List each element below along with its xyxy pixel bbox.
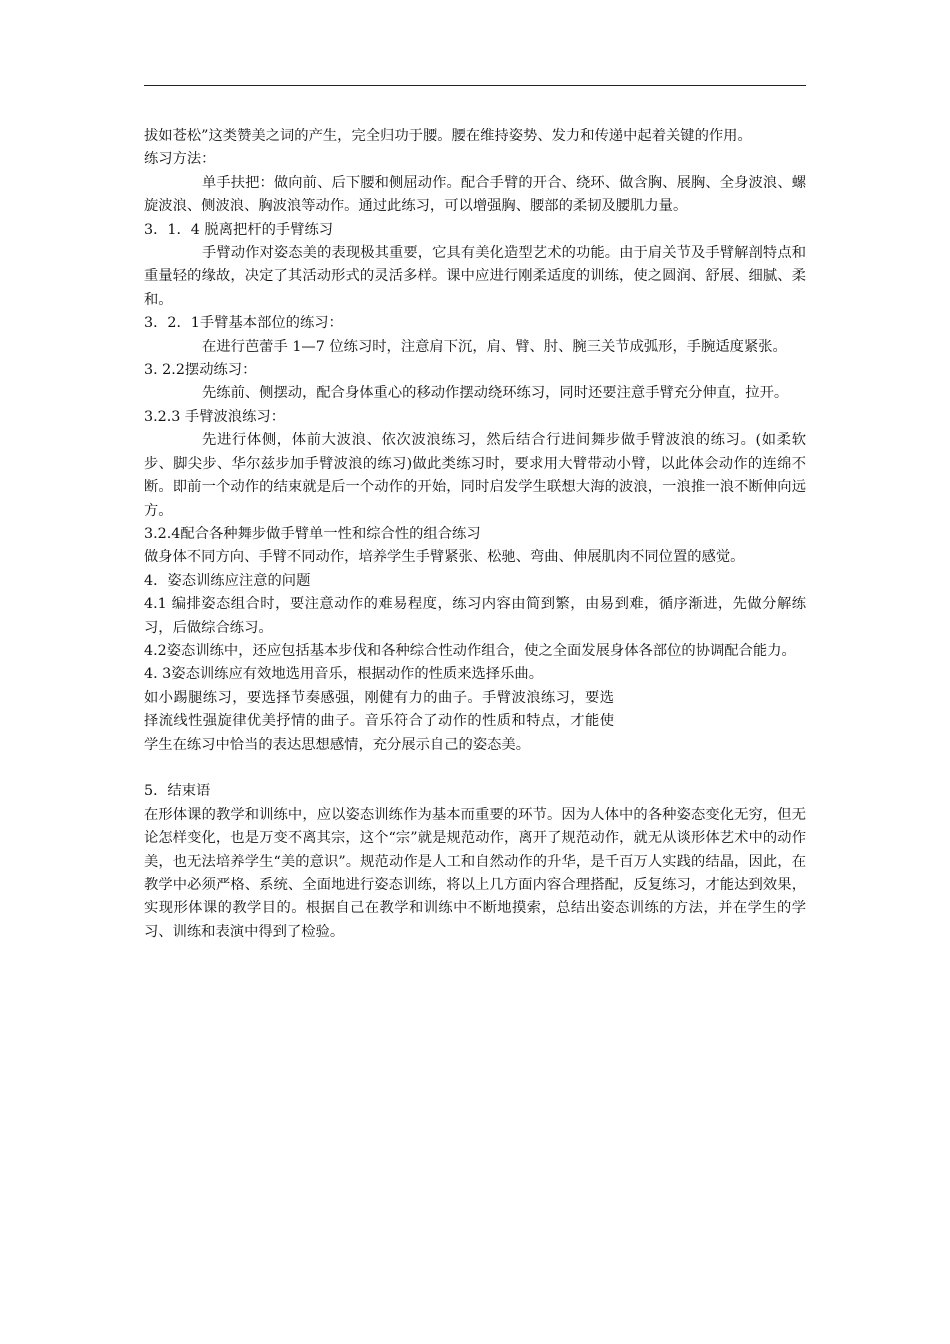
section-heading-3-1-4: 3．1．4 脱离把杆的手臂练习 — [144, 221, 334, 238]
section-heading-5: 5．结束语 — [144, 783, 211, 800]
header-rule — [144, 85, 806, 86]
practice-method-heading: 练习方法： — [144, 151, 216, 168]
conclusion-paragraph: 在形体课的教学和训练中，应以姿态训练作为基本而重要的环节。因为人体中的各种姿态变化无穷，但无论怎样变化，也是万变不离其宗，这个“宗”就是规范动作，离开了规范动作，就无从谈形体艺术中的动作美，也无法培养学生“美的意识”。规范动作是人工和自然动作的升华，是千百万人实践的结晶，因此，在教学中必须严格、系统、全面地进行姿态训练，将以上几方面内容合理搭配，反复练习，才能达到效果，实现形体课的教学目的。根据自己在教学和训练中不断地摸索，总结出姿态训练的方法，并在学生的学习、训练和表演中得到了检验。 — [144, 806, 806, 940]
paragraph: 在进行芭蕾手 1—7 位练习时，注意肩下沉，肩、臂、肘、腕三关节成弧形，手腕适度紧张。 — [202, 338, 787, 355]
paragraph: 先练前、侧摆动，配合身体重心的移动作摆动绕环练习，同时还要注意手臂充分伸直，拉开。 — [202, 385, 789, 402]
section-heading-3-2-4: 3.2.4配合各种舞步做手臂单一性和综合性的组合练习 — [144, 525, 481, 542]
paragraph-4-3: 4. 3姿态训练应有效地选用音乐，根据动作的性质来选择乐曲。 — [144, 666, 543, 683]
section-heading-3-2-2: 3. 2.2摆动练习： — [144, 362, 257, 379]
paragraph: 做身体不同方向、手臂不同动作，培养学生手臂紧张、松驰、弯曲、伸展肌肉不同位置的感觉。 — [144, 549, 745, 566]
paragraph-4-2: 4.2姿态训练中，还应包括基本步伐和各种综合性动作组合，使之全面发展身体各部位的协调配合能力。 — [144, 642, 796, 659]
paragraph: 拔如苍松”这类赞美之词的产生，完全归功于腰。腰在维持姿势、发力和传递中起着关键的作用。 — [144, 128, 752, 144]
section-heading-3-2-3: 3.2.3 手臂波浪练习： — [144, 408, 285, 425]
paragraph: 先进行体侧，体前大波浪、依次波浪练习，然后结合行进间舞步做手臂波浪的练习。(如柔软步、脚尖步、华尔兹步加手臂波浪的练习)做此类练习时，要求用大臂带动小臂，以此体会动作的连绵不断。即前一个动作的结束就是后一个动作的开始，同时启发学生联想大海的波浪，一浪推一浪不断伸向远方。 — [144, 432, 806, 519]
blank-line — [144, 757, 806, 780]
section-heading-4: 4．姿态训练应注意的问题 — [144, 572, 311, 589]
document-body — [144, 125, 806, 944]
paragraph-music-example: 如小踢腿练习，要选择节奏感强，刚健有力的曲子。手臂波浪练习，要选择流线性强旋律优美抒情的曲子。音乐符合了动作的性质和特点，才能使学生在练习中恰当的表达思想感情，充分展示自己的姿态美。 — [144, 689, 614, 753]
paragraph: 手臂动作对姿态美的表现极其重要，它具有美化造型艺术的功能。由于肩关节及手臂解剖特点和重量轻的缘故，决定了其活动形式的灵活多样。课中应进行刚柔适度的训练，使之圆润、舒展、细腻、柔和。 — [144, 245, 806, 308]
paragraph-4-1: 4.1 编排姿态组合时，要注意动作的难易程度，练习内容由简到繁，由易到难，循序渐进，先做分解练习，后做综合练习。 — [144, 596, 806, 636]
paragraph: 单手扶把：做向前、后下腰和侧屈动作。配合手臂的开合、绕环、做含胸、展胸、全身波浪、螺旋波浪、侧波浪、胸波浪等动作。通过此练习，可以增强胸、腰部的柔韧及腰肌力量。 — [144, 174, 806, 215]
section-heading-3-2-1: 3．2．1手臂基本部位的练习： — [144, 315, 343, 332]
